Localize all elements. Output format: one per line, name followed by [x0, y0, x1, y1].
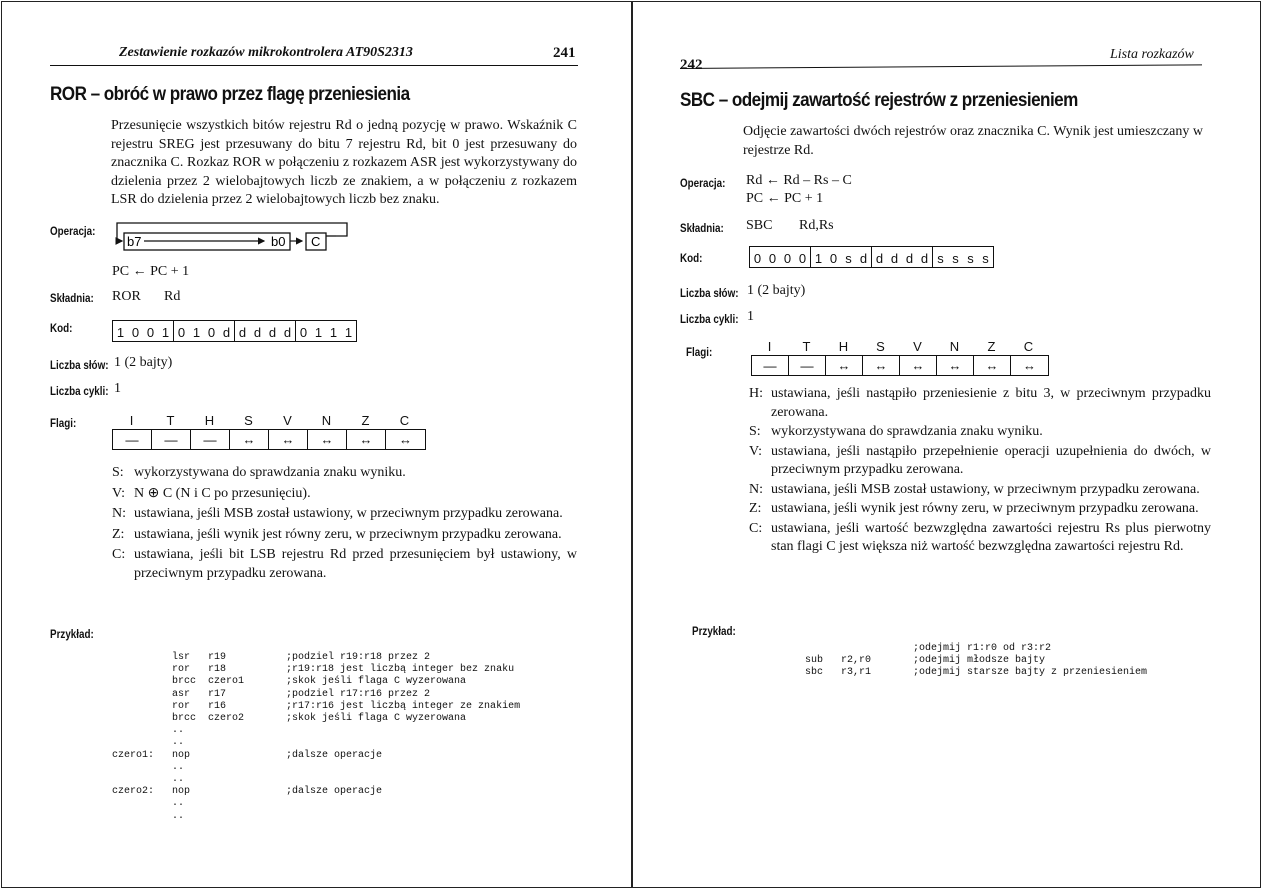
flag-description-key: H: [749, 386, 763, 401]
flag-values [751, 355, 1049, 376]
flag-value: — [752, 356, 789, 375]
sbc-operation-line2: PC ← PC + 1 [746, 191, 824, 206]
opcode-bit: d [859, 251, 868, 266]
diagram-c: C [311, 234, 321, 249]
flag-description-key: S: [749, 424, 761, 439]
flag-value: ↔ [974, 356, 1011, 375]
opcode-bit: 0 [783, 251, 792, 266]
opcode-bit: 0 [299, 325, 308, 340]
flag-name: I [767, 339, 772, 354]
flag-name: S [244, 413, 253, 428]
sbc-opcode [749, 246, 994, 268]
sbc-syntax-operand: Rd,Rs [799, 218, 834, 233]
opcode-bit: d [920, 251, 929, 266]
flag-value: ↔ [900, 356, 937, 375]
flag-description [112, 505, 577, 524]
code-line: brcc czero2 ;skok jeśli flaga C wyzerowana [112, 713, 467, 725]
opcode-bit: d [222, 325, 231, 340]
diagram-b7: b7 [127, 234, 142, 249]
flag-values [112, 429, 426, 450]
opcode-group [750, 247, 811, 267]
code-line: sub r2,r0 ;odejmij młodsze bajty [805, 655, 1046, 666]
flag-value: — [113, 430, 152, 449]
flag-description-key: S: [112, 465, 124, 480]
flag-description-text: ustawiana, jeśli MSB został ustawiony, w przeciwnym przypadku zerowana. [134, 506, 563, 521]
left-running-header: Zestawienie rozkazów mikrokontrolera AT90S2313 [119, 45, 413, 60]
opcode-bit: s [952, 251, 959, 266]
opcode-group [296, 321, 356, 341]
opcode-bit: 1 [329, 325, 338, 340]
ror-cycles-value: 1 [114, 381, 121, 396]
flag-value: ↔ [1023, 358, 1036, 373]
sbc-operation-label: Operacja: [680, 176, 726, 190]
flag-description-text: ustawiana, jeśli bit LSB rejestru Rd przed przesunięciem był ustawiony, w przeciwnym przypadku zerowana. [134, 547, 577, 581]
code-line: czero2: nop ;dalsze operacje [112, 786, 383, 798]
rotate-right-diagram [114, 220, 359, 254]
flag-value: ↔ [863, 356, 900, 375]
opcode-bit: 0 [829, 251, 838, 266]
ror-example-code [112, 652, 520, 823]
opcode-bit: d [238, 325, 247, 340]
flag-description [749, 520, 1211, 557]
flag-name: Z [361, 413, 370, 428]
flag-value: ↔ [937, 356, 974, 375]
ror-syntax-label: Składnia: [50, 291, 94, 305]
right-page [632, 1, 1261, 888]
ror-operation-pc: PC ← PC + 1 [112, 264, 190, 279]
code-line: ror r18 ;r19:r18 jest liczbą integer bez znaku [112, 664, 515, 676]
sbc-example-code [805, 643, 1147, 679]
sbc-cycles-value: 1 [747, 309, 754, 324]
code-line: ;odejmij r1:r0 od r3:r2 [805, 643, 1052, 654]
opcode-group [174, 321, 235, 341]
flag-description-key: Z: [749, 501, 762, 516]
flag-name: C [1023, 339, 1034, 354]
sbc-words-value: 1 (2 bajty) [747, 283, 806, 298]
code-line: sbc r3,r1 ;odejmij starsze bajty z przeniesieniem [805, 667, 1148, 678]
flag-value: ↔ [826, 356, 863, 375]
flag-name: C [399, 413, 410, 428]
sbc-title: SBC – odejmij zawartość rejestrów z przeniesieniem [680, 90, 1078, 111]
flag-description-key: Z: [112, 526, 125, 542]
code-line: lsr r19 ;podziel r19:r18 przez 2 [112, 652, 431, 663]
opcode-bit: d [905, 251, 914, 266]
opcode-bit: 1 [814, 251, 823, 266]
sbc-flags-table [751, 339, 1049, 376]
opcode-bit: d [890, 251, 899, 266]
flag-value: — [191, 430, 230, 449]
code-line: .. [112, 810, 185, 822]
flag-description [749, 481, 1211, 500]
flag-description-key: C: [749, 520, 763, 536]
opcode-bit: s [937, 251, 944, 266]
ror-example-label: Przykład: [50, 627, 94, 641]
sbc-description: Odjęcie zawartości dwóch rejestrów oraz znacznika C. Wynik jest umieszczany w rejestrze Rd. [743, 124, 1203, 158]
ror-words-value: 1 (2 bajty) [114, 355, 173, 370]
flag-description-text: ustawiana, jeśli nastąpiło przeniesienie z bitu 3, w przeciwnym przypadku zerowana. [771, 386, 1211, 420]
flag-value: ↔ [347, 430, 386, 449]
code-line: .. [112, 761, 185, 773]
flag-name: Z [987, 339, 996, 354]
flag-name: V [913, 339, 922, 354]
flag-description [749, 385, 1211, 422]
sbc-cycles-label: Liczba cykli: [680, 312, 739, 326]
opcode-group [235, 321, 296, 341]
flag-description-key: N: [112, 506, 126, 521]
right-running-header: Lista rozkazów [1110, 47, 1194, 62]
flag-value: ↔ [269, 430, 308, 449]
flag-names [751, 339, 1049, 355]
right-header-rule [680, 64, 1202, 69]
ror-flags-table [112, 413, 426, 450]
right-page-number: 242 [680, 57, 703, 73]
flag-name: V [283, 413, 292, 428]
flag-name: H [204, 413, 215, 428]
flag-description-text: ustawiana, jeśli wynik jest równy zeru, w przeciwnym przypadku zerowana. [771, 501, 1199, 516]
opcode-bit: 0 [177, 325, 186, 340]
ror-title: ROR – obróć w prawo przez flagę przeniesienia [50, 84, 410, 105]
flag-description [112, 526, 577, 545]
code-line: ror r16 ;r17:r16 jest liczbą integer ze znakiem [112, 700, 521, 712]
flag-description-key: V: [749, 443, 762, 459]
flag-description-text: wykorzystywana do sprawdzania znaku wyniku. [771, 424, 1043, 439]
opcode-box [112, 320, 357, 342]
ror-flags-label: Flagi: [50, 416, 77, 430]
flag-name: S [876, 339, 885, 354]
flag-names [112, 413, 426, 429]
opcode-bit: 0 [207, 325, 216, 340]
ror-operation-diagram [114, 220, 359, 259]
flag-description [749, 500, 1211, 519]
diagram-b0: b0 [271, 234, 286, 249]
code-line: .. [112, 737, 185, 749]
opcode-bit: d [283, 325, 292, 340]
flag-name: T [166, 413, 175, 428]
flag-description [112, 485, 577, 504]
code-line: .. [112, 798, 185, 810]
opcode-group [811, 247, 872, 267]
opcode-bit: d [875, 251, 884, 266]
flag-value: ↔ [399, 432, 412, 447]
sbc-words-label: Liczba słów: [680, 286, 739, 300]
opcode-bit: s [967, 251, 974, 266]
opcode-bit: d [268, 325, 277, 340]
flag-value: — [789, 356, 826, 375]
code-line: .. [112, 774, 185, 786]
opcode-bit: 1 [161, 325, 170, 340]
flag-description [112, 464, 577, 483]
flag-description-text: ustawiana, jeśli wartość bezwzględna zawartości rejestru Rs plus pierwotny stan flagi C jest większa niż wartość bezwzględna zawartości rejestru Rd. [771, 520, 1211, 554]
opcode-group [872, 247, 933, 267]
flag-name: T [802, 339, 811, 354]
sbc-syntax-label: Składnia: [680, 221, 724, 235]
flag-description-key: N: [749, 481, 763, 497]
code-line: asr r17 ;podziel r17:r16 przez 2 [112, 688, 431, 700]
ror-words-label: Liczba słów: [50, 358, 109, 372]
opcode-bit: s [982, 251, 989, 266]
opcode-bit: 0 [146, 325, 155, 340]
left-header-rule [50, 65, 578, 66]
flag-name: N [321, 413, 332, 428]
ror-cycles-label: Liczba cykli: [50, 384, 109, 398]
flag-description-text: wykorzystywana do sprawdzania znaku wyniku. [134, 465, 406, 480]
code-line: czero1: nop ;dalsze operacje [112, 749, 383, 761]
opcode-bit: s [845, 251, 852, 266]
opcode-bit: 0 [798, 251, 807, 266]
opcode-bit: 1 [314, 325, 323, 340]
sbc-syntax-mnemonic: SBC [746, 218, 773, 233]
opcode-bit: 0 [753, 251, 762, 266]
flag-value: ↔ [308, 430, 347, 449]
flag-description-text: ustawiana, jeśli MSB został ustawiony, w przeciwnym przypadku zerowana. [771, 481, 1200, 497]
flag-description-key: V: [112, 485, 125, 501]
ror-syntax-mnemonic: ROR [112, 289, 141, 304]
flag-name: I [129, 413, 134, 428]
code-line: .. [112, 725, 185, 737]
flag-value: ↔ [230, 430, 269, 449]
left-page [1, 1, 632, 888]
ror-flag-descriptions [112, 464, 577, 583]
flag-description-text: N ⊕ C (N i C po przesunięciu). [134, 485, 311, 501]
flag-description [749, 423, 1211, 442]
flag-description-key: C: [112, 547, 126, 562]
opcode-group [933, 247, 993, 267]
opcode-group [113, 321, 174, 341]
ror-operation-label: Operacja: [50, 224, 96, 238]
opcode-box [749, 246, 994, 268]
flag-name: N [949, 339, 960, 354]
ror-syntax-operand: Rd [164, 289, 181, 304]
opcode-bit: 0 [131, 325, 140, 340]
sbc-code-label: Kod: [680, 251, 703, 265]
left-page-number: 241 [553, 45, 576, 61]
opcode-bit: d [253, 325, 262, 340]
sbc-flags-label: Flagi: [686, 345, 713, 359]
sbc-example-label: Przykład: [692, 624, 736, 638]
opcode-bit: 0 [768, 251, 777, 266]
flag-value: — [152, 430, 191, 449]
ror-code-label: Kod: [50, 321, 73, 335]
flag-description [749, 443, 1211, 480]
sbc-operation-line1: Rd ← Rd – Rs – C [746, 173, 852, 188]
flag-description-text: ustawiana, jeśli nastąpiło przepełnienie operacji uzupełnienia do dwóch, w przeciwnym przypadku zerowana. [771, 443, 1211, 477]
opcode-bit: 1 [116, 325, 125, 340]
flag-description [112, 546, 577, 583]
ror-description: Przesunięcie wszystkich bitów rejestru Rd o jedną pozycję w prawo. Wskaźnik C rejestru SREG jest przesuwany do bitu 7 rejestru Rd, bit 0 jest przesuwany do znacznika C. Rozkaz ROR w połączeniu z rozkazem ASR jest wykorzystywany do dzielenia przez 2 wielobajtowych liczb ze znakiem, a w połączeniu z rozkazem LSR do dzielenia przez 2 wielobajtowych liczb bez znaku. [111, 118, 577, 207]
flag-description-text: ustawiana, jeśli wynik jest równy zeru, w przeciwnym przypadku zerowana. [134, 526, 562, 542]
ror-opcode [112, 320, 357, 342]
flag-name: H [838, 339, 849, 354]
opcode-bit: 1 [192, 325, 201, 340]
code-line: brcc czero1 ;skok jeśli flaga C wyzerowana [112, 676, 467, 688]
sbc-flag-descriptions [749, 385, 1211, 557]
opcode-bit: 1 [344, 325, 353, 340]
